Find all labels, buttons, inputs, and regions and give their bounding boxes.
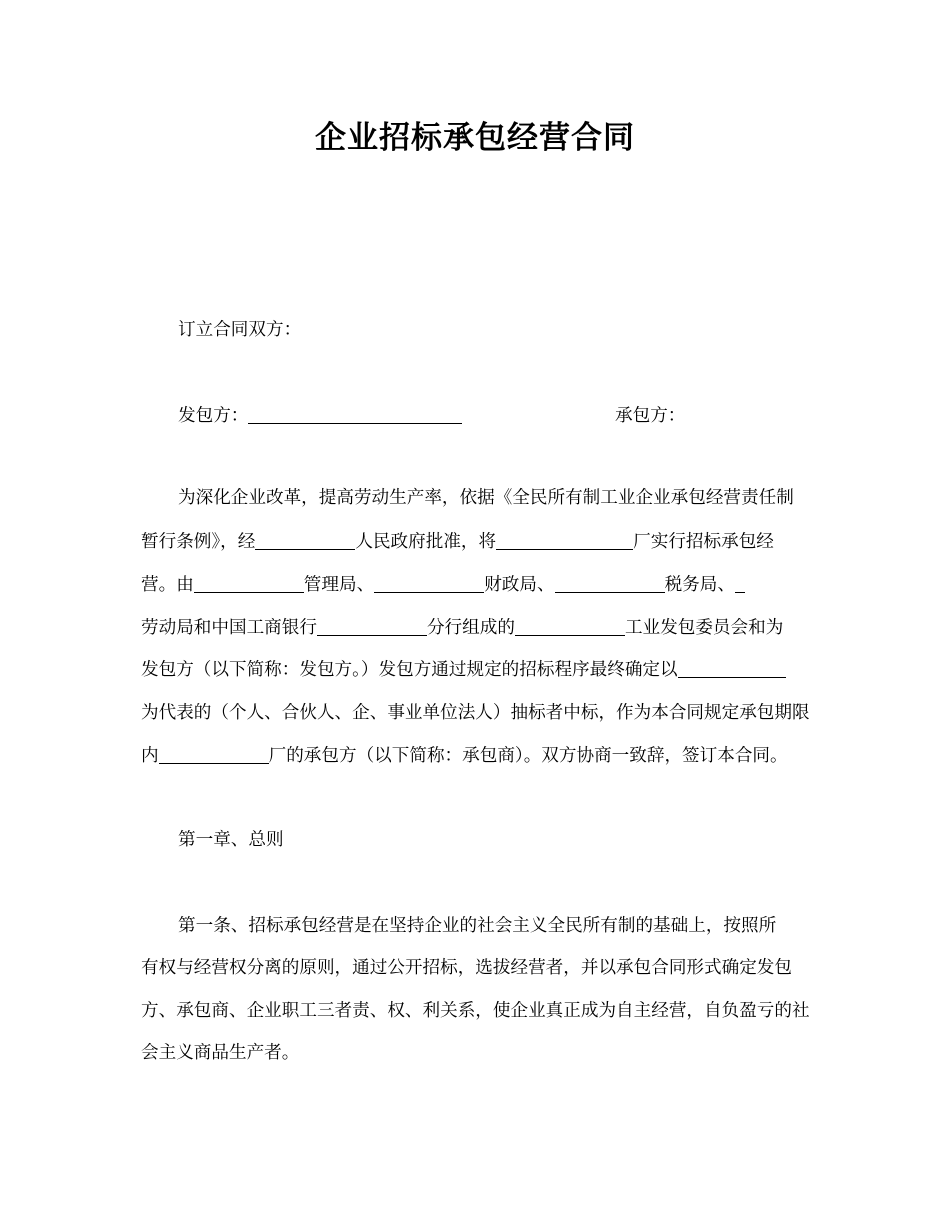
fill-in-blank[interactable]	[255, 531, 355, 550]
preamble-text: 厂实行招标承包经	[633, 532, 774, 552]
preamble-line	[141, 573, 745, 597]
chapter-heading: 第一章、总则	[178, 830, 284, 850]
fill-in-blank[interactable]	[678, 659, 786, 678]
preamble-text: 为代表的（个人、合伙人、企、事业单位法人）抽标者中标，作为本合同规定承包期限	[141, 703, 810, 723]
fill-in-blank[interactable]	[159, 745, 269, 764]
party-a-label: 发包方：	[178, 406, 249, 426]
party-a-line	[178, 404, 462, 428]
parties-heading: 订立合同双方：	[178, 320, 302, 340]
preamble-text: 内	[141, 746, 159, 766]
preamble-text: 分行组成的	[426, 618, 515, 638]
preamble-text: 人民政府批准，将	[355, 532, 497, 552]
fill-in-blank[interactable]	[515, 617, 625, 636]
preamble-line	[141, 530, 774, 554]
fill-in-blank[interactable]	[735, 574, 745, 593]
preamble-line	[178, 486, 794, 510]
article-1-line: 第一条、招标承包经营是在坚持企业的社会主义全民所有制的基础上，按照所	[178, 916, 777, 936]
preamble-text: 财政局、	[484, 575, 555, 595]
preamble-text: 税务局、	[664, 575, 735, 595]
party-b-label: 承包方：	[615, 406, 686, 426]
preamble-text: 厂的承包方（以下简称：承包商）。双方协商一致辞，签订本合同。	[268, 746, 788, 766]
preamble-text: 暂行条例》，经	[141, 532, 256, 552]
preamble-text: 为深化企业改革，提高劳动生产率，依据《全民所有制工业企业承包经营责任制	[178, 488, 794, 508]
preamble-line	[141, 658, 786, 682]
preamble-text: 管理局、	[303, 575, 375, 595]
fill-in-blank[interactable]	[374, 574, 484, 593]
party-a-blank[interactable]	[248, 405, 462, 424]
preamble-text: 营。由	[141, 575, 194, 595]
article-1-line: 有权与经营权分离的原则，通过公开招标，选拔经营者，并以承包合同形式确定发包	[141, 958, 792, 978]
fill-in-blank[interactable]	[555, 574, 665, 593]
preamble-text: 工业发包委员会和为	[624, 618, 784, 638]
article-1-line: 方、承包商、企业职工三者责、权、利关系，使企业真正成为自主经营，自负盈亏的社	[141, 1001, 810, 1021]
preamble-line	[141, 701, 810, 725]
preamble-line	[141, 616, 783, 640]
document-title: 企业招标承包经营合同	[315, 120, 635, 156]
preamble-text: 劳动局和中国工商银行	[141, 618, 317, 638]
fill-in-blank[interactable]	[317, 617, 427, 636]
fill-in-blank[interactable]	[496, 531, 633, 550]
preamble-text: 发包方（以下简称：发包方。）发包方通过规定的招标程序最终确定以	[141, 660, 678, 680]
preamble-line	[141, 744, 788, 768]
fill-in-blank[interactable]	[194, 574, 304, 593]
article-1-line: 会主义商品生产者。	[141, 1043, 300, 1063]
